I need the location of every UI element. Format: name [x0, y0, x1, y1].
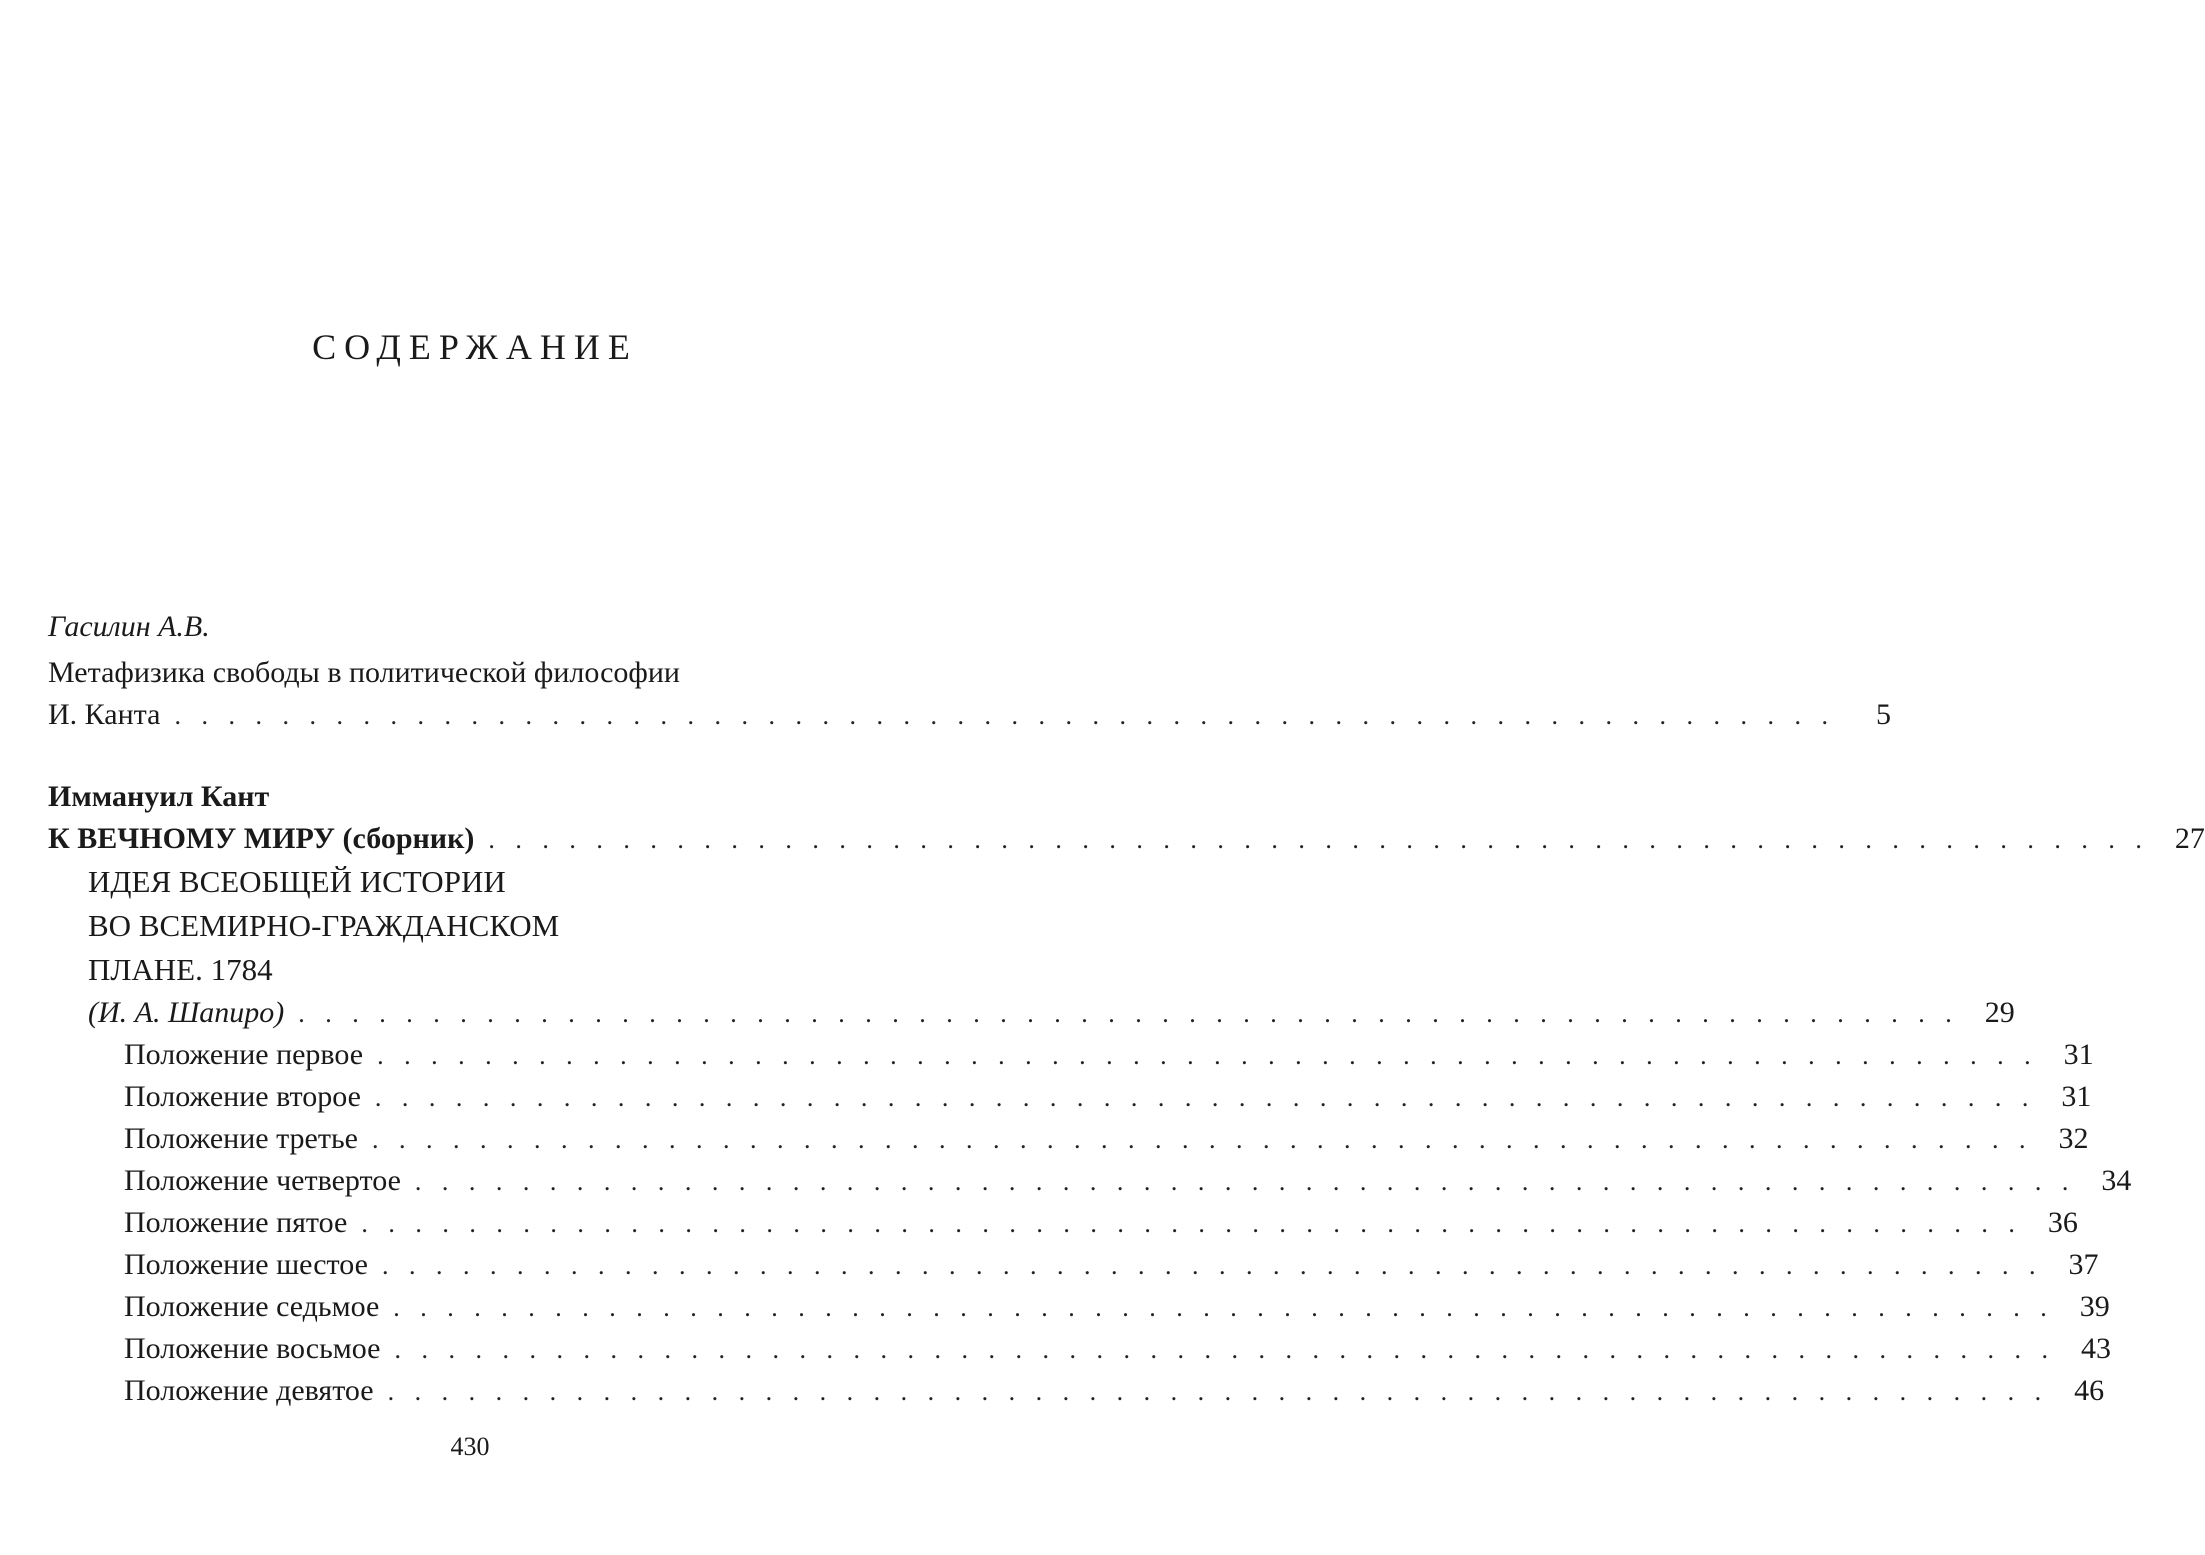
translator: (И. А. Шапиро) — [88, 996, 285, 1029]
page-number: 39 — [2079, 1290, 2110, 1323]
collection-title-group — [48, 818, 488, 860]
dot-leader: . . . . . . . . . . . . . . . . . . . . . . . . . . . . . . . . . . . . . . . . . . . . . . . . . . . . . . . . . . . . . . — [381, 1251, 2043, 1280]
page-number: 36 — [2047, 1206, 2078, 1239]
toc-entry-proposition[interactable] — [48, 1076, 2092, 1118]
contents-heading: СОДЕРЖАНИЕ — [312, 327, 638, 367]
toc-intro-section — [48, 606, 1891, 736]
dot-leader: . . . . . . . . . . . . . . . . . . . . . . . . . . . . . . . . . . . . . . . . . . . . . . . . . . . . . . . . . . . . . . — [387, 1377, 2049, 1406]
intro-title-line-1: Метафизика свободы в политической философии — [48, 656, 680, 689]
page-number: 34 — [2101, 1164, 2132, 1197]
dot-leader: . . . . . . . . . . . . . . . . . . . . . . . . . . . . . . . . . . . . . . . . . . . . . . . . . . . . . . . . . . . . . . — [371, 1125, 2033, 1154]
page-number: 29 — [1984, 996, 2015, 1029]
page-number: 32 — [2058, 1122, 2089, 1155]
page-number: 31 — [2063, 1038, 2094, 1071]
toc-main-section — [48, 776, 2205, 1412]
proposition-list — [48, 1034, 2132, 1412]
collection-title: К ВЕЧНОМУ МИРУ — [48, 822, 336, 855]
toc-entry-proposition[interactable] — [48, 1160, 2132, 1202]
toc-entry-proposition[interactable] — [48, 1034, 2094, 1076]
entry-label: Положение четвертое — [124, 1164, 401, 1197]
entry-label: Положение третье — [124, 1122, 358, 1155]
toc-entry-proposition[interactable] — [48, 1118, 2089, 1160]
dot-leader: . . . . . . . . . . . . . . . . . . . . . . . . . . . . . . . . . . . . . . . . . . . . . . . . . . . . . . . . . . . . . . — [174, 701, 1835, 730]
page-number: 46 — [2074, 1374, 2105, 1407]
dot-leader: . . . . . . . . . . . . . . . . . . . . . . . . . . . . . . . . . . . . . . . . . . . . . . . . . . . . . . . . . . . . . . — [394, 1335, 2055, 1364]
toc-entry-proposition[interactable] — [48, 1286, 2110, 1328]
entry-label: Положение пятое — [124, 1206, 348, 1239]
page-number: 31 — [2061, 1080, 2092, 1113]
entry-label: Положение первое — [124, 1038, 364, 1071]
page-number: 27 — [2174, 822, 2205, 855]
toc-entry-collection[interactable] — [48, 818, 2205, 860]
toc-entry-proposition[interactable] — [48, 1244, 2099, 1286]
collection-note: (сборник) — [335, 822, 475, 855]
toc-entry-proposition[interactable] — [48, 1370, 2105, 1412]
dot-leader: . . . . . . . . . . . . . . . . . . . . . . . . . . . . . . . . . . . . . . . . . . . . . . . . . . . . . . . . . . . . . . — [374, 1083, 2036, 1112]
toc-entry-proposition[interactable] — [48, 1202, 2078, 1244]
entry-label: Положение девятое — [124, 1374, 374, 1407]
toc-entry-translator[interactable] — [48, 992, 2015, 1034]
folio-page-number: 430 — [450, 1432, 490, 1461]
entry-label: Положение восьмое — [124, 1332, 381, 1365]
entry-label: Положение шестое — [124, 1248, 368, 1281]
main-author: Иммануил Кант — [48, 780, 270, 813]
intro-author: Гасилин А.В. — [48, 610, 210, 643]
dot-leader: . . . . . . . . . . . . . . . . . . . . . . . . . . . . . . . . . . . . . . . . . . . . . . . . . . . . . . . . . . . . . . — [414, 1167, 2076, 1196]
entry-label: Положение второе — [124, 1080, 361, 1113]
dot-leader: . . . . . . . . . . . . . . . . . . . . . . . . . . . . . . . . . . . . . . . . . . . . . . . . . . . . . . . . . . . . . . — [361, 1209, 2022, 1238]
intro-title-line-2: И. Канта — [48, 698, 161, 731]
essay-title-line-2: ВО ВСЕМИРНО-ГРАЖДАНСКОМ — [88, 908, 560, 943]
page-number: 37 — [2068, 1248, 2099, 1281]
entry-label: Положение седьмое — [124, 1290, 380, 1323]
toc-entry-proposition[interactable] — [48, 1328, 2111, 1370]
page-number: 5 — [1875, 698, 1891, 731]
dot-leader: . . . . . . . . . . . . . . . . . . . . . . . . . . . . . . . . . . . . . . . . . . . . . . . . . . . . . . . . . . . . . . — [377, 1041, 2038, 1070]
dot-leader: . . . . . . . . . . . . . . . . . . . . . . . . . . . . . . . . . . . . . . . . . . . . . . . . . . . . . . . . . . . . . . — [298, 999, 1959, 1028]
essay-title-line-1: ИДЕЯ ВСЕОБЩЕЙ ИСТОРИИ — [88, 864, 506, 899]
dot-leader: . . . . . . . . . . . . . . . . . . . . . . . . . . . . . . . . . . . . . . . . . . . . . . . . . . . . . . . . . . . . . . — [488, 825, 2149, 854]
essay-title-line-3: ПЛАНЕ. 1784 — [88, 952, 273, 987]
toc-entry-intro[interactable] — [48, 694, 1891, 736]
dot-leader: . . . . . . . . . . . . . . . . . . . . . . . . . . . . . . . . . . . . . . . . . . . . . . . . . . . . . . . . . . . . . . — [393, 1293, 2054, 1322]
page-number: 43 — [2080, 1332, 2111, 1365]
